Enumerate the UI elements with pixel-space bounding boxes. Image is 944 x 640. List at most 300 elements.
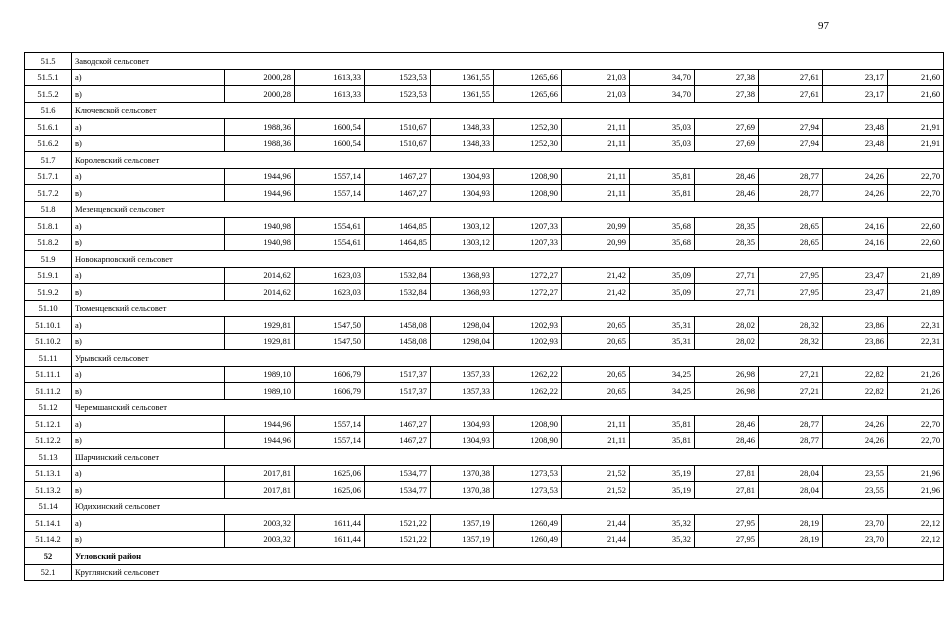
- value-cell: 1207,33: [494, 218, 562, 235]
- value-cell: 21,42: [562, 267, 630, 284]
- row-code: 51.7.1: [25, 168, 72, 185]
- value-cell: 21,91: [888, 135, 944, 152]
- value-cell: 1464,85: [365, 218, 431, 235]
- value-cell: 1202,93: [494, 333, 562, 350]
- value-cell: 1208,90: [494, 432, 562, 449]
- row-code: 51.6.1: [25, 119, 72, 136]
- value-cell: 35,03: [630, 135, 695, 152]
- value-cell: 21,44: [562, 515, 630, 532]
- value-cell: 1600,54: [295, 135, 365, 152]
- table-row: [25, 465, 944, 482]
- section-row: [25, 564, 944, 581]
- value-cell: 1262,22: [494, 366, 562, 383]
- row-label: в): [72, 86, 225, 103]
- row-code: 51.8.2: [25, 234, 72, 251]
- value-cell: 24,26: [823, 416, 888, 433]
- value-cell: 35,81: [630, 432, 695, 449]
- row-code: 52.1: [25, 564, 72, 581]
- row-code: 51.14.2: [25, 531, 72, 548]
- row-code: 51.5: [25, 53, 72, 70]
- value-cell: 2017,81: [225, 482, 295, 499]
- value-cell: 1989,10: [225, 383, 295, 400]
- value-cell: 28,32: [759, 333, 823, 350]
- value-cell: 28,77: [759, 432, 823, 449]
- value-cell: 1458,08: [365, 333, 431, 350]
- section-name: Шарчинский сельсовет: [72, 449, 944, 466]
- value-cell: 27,38: [695, 69, 759, 86]
- value-cell: 1929,81: [225, 317, 295, 334]
- value-cell: 21,03: [562, 69, 630, 86]
- value-cell: 2000,28: [225, 86, 295, 103]
- table-row: [25, 185, 944, 202]
- value-cell: 28,19: [759, 515, 823, 532]
- value-cell: 1944,96: [225, 432, 295, 449]
- value-cell: 22,70: [888, 185, 944, 202]
- value-cell: 21,60: [888, 69, 944, 86]
- value-cell: 1625,06: [295, 482, 365, 499]
- row-code: 51.12.2: [25, 432, 72, 449]
- value-cell: 21,03: [562, 86, 630, 103]
- section-name: Тюменцевский сельсовет: [72, 300, 944, 317]
- row-code: 51.13.2: [25, 482, 72, 499]
- row-label: в): [72, 482, 225, 499]
- section-name: Круглянский сельсовет: [72, 564, 944, 581]
- section-name: Мезенцевский сельсовет: [72, 201, 944, 218]
- value-cell: 27,69: [695, 119, 759, 136]
- row-code: 51.7.2: [25, 185, 72, 202]
- value-cell: 1273,53: [494, 465, 562, 482]
- value-cell: 21,96: [888, 482, 944, 499]
- value-cell: 23,55: [823, 465, 888, 482]
- table-row: [25, 515, 944, 532]
- value-cell: 1265,66: [494, 69, 562, 86]
- value-cell: 1304,93: [431, 432, 494, 449]
- section-row: [25, 449, 944, 466]
- value-cell: 35,32: [630, 515, 695, 532]
- value-cell: 22,60: [888, 218, 944, 235]
- value-cell: 34,70: [630, 86, 695, 103]
- value-cell: 23,86: [823, 317, 888, 334]
- section-row: [25, 498, 944, 515]
- value-cell: 35,19: [630, 465, 695, 482]
- value-cell: 22,31: [888, 333, 944, 350]
- row-label: а): [72, 119, 225, 136]
- value-cell: 23,70: [823, 531, 888, 548]
- value-cell: 1929,81: [225, 333, 295, 350]
- value-cell: 1208,90: [494, 185, 562, 202]
- value-cell: 1534,77: [365, 465, 431, 482]
- value-cell: 24,26: [823, 185, 888, 202]
- value-cell: 23,48: [823, 119, 888, 136]
- value-cell: 28,04: [759, 482, 823, 499]
- row-code: 51.8.1: [25, 218, 72, 235]
- value-cell: 23,48: [823, 135, 888, 152]
- value-cell: 2000,28: [225, 69, 295, 86]
- value-cell: 21,44: [562, 531, 630, 548]
- row-code: 51.9: [25, 251, 72, 268]
- value-cell: 1298,04: [431, 317, 494, 334]
- row-label: в): [72, 135, 225, 152]
- value-cell: 1554,61: [295, 234, 365, 251]
- value-cell: 27,61: [759, 69, 823, 86]
- value-cell: 2014,62: [225, 284, 295, 301]
- value-cell: 20,65: [562, 333, 630, 350]
- value-cell: 21,89: [888, 267, 944, 284]
- table-row: [25, 333, 944, 350]
- row-code: 51.6.2: [25, 135, 72, 152]
- value-cell: 27,71: [695, 284, 759, 301]
- row-label: в): [72, 284, 225, 301]
- value-cell: 1357,33: [431, 383, 494, 400]
- value-cell: 2003,32: [225, 531, 295, 548]
- value-cell: 21,26: [888, 383, 944, 400]
- row-code: 51.10.1: [25, 317, 72, 334]
- value-cell: 23,17: [823, 86, 888, 103]
- table-row: [25, 234, 944, 251]
- row-code: 51.10: [25, 300, 72, 317]
- value-cell: 27,95: [695, 515, 759, 532]
- table-row: [25, 531, 944, 548]
- value-cell: 28,04: [759, 465, 823, 482]
- row-code: 51.10.2: [25, 333, 72, 350]
- row-label: а): [72, 267, 225, 284]
- table-row: [25, 416, 944, 433]
- value-cell: 1532,84: [365, 267, 431, 284]
- value-cell: 1606,79: [295, 366, 365, 383]
- value-cell: 1944,96: [225, 416, 295, 433]
- value-cell: 28,02: [695, 317, 759, 334]
- row-label: в): [72, 185, 225, 202]
- value-cell: 23,17: [823, 69, 888, 86]
- row-code: 51.13: [25, 449, 72, 466]
- value-cell: 1557,14: [295, 416, 365, 433]
- value-cell: 1523,53: [365, 69, 431, 86]
- value-cell: 21,26: [888, 366, 944, 383]
- value-cell: 35,68: [630, 218, 695, 235]
- row-code: 51.6: [25, 102, 72, 119]
- value-cell: 1944,96: [225, 185, 295, 202]
- page-number: 97: [818, 20, 829, 32]
- value-cell: 1304,93: [431, 185, 494, 202]
- section-row: [25, 201, 944, 218]
- value-cell: 35,09: [630, 284, 695, 301]
- value-cell: 1625,06: [295, 465, 365, 482]
- section-row: [25, 53, 944, 70]
- value-cell: 1348,33: [431, 119, 494, 136]
- section-name: Заводской сельсовет: [72, 53, 944, 70]
- value-cell: 27,21: [759, 383, 823, 400]
- value-cell: 1521,22: [365, 515, 431, 532]
- value-cell: 21,52: [562, 482, 630, 499]
- value-cell: 1272,27: [494, 267, 562, 284]
- value-cell: 20,99: [562, 234, 630, 251]
- value-cell: 28,46: [695, 185, 759, 202]
- value-cell: 1554,61: [295, 218, 365, 235]
- value-cell: 22,60: [888, 234, 944, 251]
- value-cell: 2014,62: [225, 267, 295, 284]
- value-cell: 1606,79: [295, 383, 365, 400]
- row-code: 51.9.1: [25, 267, 72, 284]
- row-label: а): [72, 515, 225, 532]
- value-cell: 27,21: [759, 366, 823, 383]
- row-code: 51.5.1: [25, 69, 72, 86]
- value-cell: 22,70: [888, 432, 944, 449]
- row-label: а): [72, 168, 225, 185]
- value-cell: 1303,12: [431, 218, 494, 235]
- value-cell: 28,65: [759, 234, 823, 251]
- table-row: [25, 284, 944, 301]
- value-cell: 27,81: [695, 465, 759, 482]
- row-label: а): [72, 69, 225, 86]
- value-cell: 23,55: [823, 482, 888, 499]
- section-name: Урывский сельсовет: [72, 350, 944, 367]
- value-cell: 1611,44: [295, 515, 365, 532]
- section-name: Ключевской сельсовет: [72, 102, 944, 119]
- table-row: [25, 69, 944, 86]
- value-cell: 1517,37: [365, 366, 431, 383]
- row-code: 51.11.1: [25, 366, 72, 383]
- value-cell: 1252,30: [494, 119, 562, 136]
- value-cell: 35,81: [630, 416, 695, 433]
- row-label: а): [72, 465, 225, 482]
- value-cell: 28,46: [695, 168, 759, 185]
- value-cell: 21,42: [562, 284, 630, 301]
- value-cell: 1989,10: [225, 366, 295, 383]
- value-cell: 28,32: [759, 317, 823, 334]
- value-cell: 1988,36: [225, 119, 295, 136]
- value-cell: 1623,03: [295, 267, 365, 284]
- value-cell: 1523,53: [365, 86, 431, 103]
- row-code: 51.13.1: [25, 465, 72, 482]
- table-row: [25, 218, 944, 235]
- value-cell: 26,98: [695, 383, 759, 400]
- section-row: [25, 350, 944, 367]
- table-row: [25, 119, 944, 136]
- row-label: а): [72, 317, 225, 334]
- value-cell: 1357,33: [431, 366, 494, 383]
- value-cell: 27,81: [695, 482, 759, 499]
- value-cell: 1208,90: [494, 416, 562, 433]
- value-cell: 1265,66: [494, 86, 562, 103]
- value-cell: 2017,81: [225, 465, 295, 482]
- value-cell: 1534,77: [365, 482, 431, 499]
- row-code: 51.14: [25, 498, 72, 515]
- value-cell: 21,89: [888, 284, 944, 301]
- table-row: [25, 267, 944, 284]
- value-cell: 22,82: [823, 383, 888, 400]
- value-cell: 1260,49: [494, 531, 562, 548]
- value-cell: 1547,50: [295, 317, 365, 334]
- value-cell: 26,98: [695, 366, 759, 383]
- value-cell: 1368,93: [431, 267, 494, 284]
- row-code: 51.5.2: [25, 86, 72, 103]
- value-cell: 23,47: [823, 267, 888, 284]
- value-cell: 20,65: [562, 317, 630, 334]
- value-cell: 34,25: [630, 383, 695, 400]
- value-cell: 21,11: [562, 168, 630, 185]
- value-cell: 1361,55: [431, 86, 494, 103]
- row-code: 52: [25, 548, 72, 565]
- section-name: Черемшанский сельсовет: [72, 399, 944, 416]
- table-row: [25, 317, 944, 334]
- value-cell: 1298,04: [431, 333, 494, 350]
- value-cell: 23,47: [823, 284, 888, 301]
- value-cell: 1613,33: [295, 69, 365, 86]
- value-cell: 1357,19: [431, 531, 494, 548]
- value-cell: 28,46: [695, 416, 759, 433]
- value-cell: 35,31: [630, 333, 695, 350]
- section-name: Юдихинский сельсовет: [72, 498, 944, 515]
- value-cell: 1370,38: [431, 465, 494, 482]
- row-code: 51.7: [25, 152, 72, 169]
- value-cell: 24,16: [823, 234, 888, 251]
- value-cell: 1273,53: [494, 482, 562, 499]
- value-cell: 1613,33: [295, 86, 365, 103]
- value-cell: 35,03: [630, 119, 695, 136]
- row-code: 51.9.2: [25, 284, 72, 301]
- value-cell: 34,70: [630, 69, 695, 86]
- value-cell: 1532,84: [365, 284, 431, 301]
- value-cell: 20,65: [562, 366, 630, 383]
- table-row: [25, 168, 944, 185]
- section-name: Новокарповский сельсовет: [72, 251, 944, 268]
- value-cell: 1557,14: [295, 432, 365, 449]
- value-cell: 27,94: [759, 135, 823, 152]
- row-code: 51.8: [25, 201, 72, 218]
- value-cell: 1510,67: [365, 119, 431, 136]
- value-cell: 1464,85: [365, 234, 431, 251]
- value-cell: 28,02: [695, 333, 759, 350]
- value-cell: 35,32: [630, 531, 695, 548]
- section-row: [25, 300, 944, 317]
- value-cell: 35,19: [630, 482, 695, 499]
- value-cell: 1547,50: [295, 333, 365, 350]
- table-row: [25, 383, 944, 400]
- value-cell: 1368,93: [431, 284, 494, 301]
- row-code: 51.11: [25, 350, 72, 367]
- section-row: [25, 152, 944, 169]
- value-cell: 27,95: [695, 531, 759, 548]
- value-cell: 21,96: [888, 465, 944, 482]
- row-label: а): [72, 416, 225, 433]
- value-cell: 1202,93: [494, 317, 562, 334]
- value-cell: 35,09: [630, 267, 695, 284]
- section-row: [25, 399, 944, 416]
- section-name: Угловский район: [72, 548, 944, 565]
- value-cell: 27,69: [695, 135, 759, 152]
- value-cell: 1467,27: [365, 432, 431, 449]
- value-cell: 1361,55: [431, 69, 494, 86]
- value-cell: 1304,93: [431, 168, 494, 185]
- value-cell: 22,12: [888, 531, 944, 548]
- row-label: в): [72, 383, 225, 400]
- value-cell: 20,99: [562, 218, 630, 235]
- value-cell: 21,11: [562, 432, 630, 449]
- value-cell: 1208,90: [494, 168, 562, 185]
- value-cell: 21,52: [562, 465, 630, 482]
- value-cell: 27,71: [695, 267, 759, 284]
- value-cell: 1304,93: [431, 416, 494, 433]
- value-cell: 1207,33: [494, 234, 562, 251]
- value-cell: 24,26: [823, 432, 888, 449]
- value-cell: 28,77: [759, 185, 823, 202]
- value-cell: 28,77: [759, 168, 823, 185]
- value-cell: 22,31: [888, 317, 944, 334]
- value-cell: 28,77: [759, 416, 823, 433]
- value-cell: 28,19: [759, 531, 823, 548]
- row-label: а): [72, 218, 225, 235]
- value-cell: 1348,33: [431, 135, 494, 152]
- value-cell: 1357,19: [431, 515, 494, 532]
- value-cell: 24,26: [823, 168, 888, 185]
- value-cell: 21,11: [562, 135, 630, 152]
- value-cell: 1252,30: [494, 135, 562, 152]
- value-cell: 34,25: [630, 366, 695, 383]
- value-cell: 1467,27: [365, 416, 431, 433]
- value-cell: 28,35: [695, 234, 759, 251]
- value-cell: 1557,14: [295, 168, 365, 185]
- value-cell: 20,65: [562, 383, 630, 400]
- value-cell: 1467,27: [365, 185, 431, 202]
- value-cell: 27,38: [695, 86, 759, 103]
- table-row: [25, 432, 944, 449]
- table-row: [25, 135, 944, 152]
- value-cell: 21,91: [888, 119, 944, 136]
- value-cell: 28,65: [759, 218, 823, 235]
- row-code: 51.12: [25, 399, 72, 416]
- value-cell: 1521,22: [365, 531, 431, 548]
- value-cell: 27,95: [759, 267, 823, 284]
- value-cell: 1944,96: [225, 168, 295, 185]
- value-cell: 35,68: [630, 234, 695, 251]
- value-cell: 28,35: [695, 218, 759, 235]
- value-cell: 24,16: [823, 218, 888, 235]
- row-label: в): [72, 432, 225, 449]
- value-cell: 1260,49: [494, 515, 562, 532]
- value-cell: 1600,54: [295, 119, 365, 136]
- value-cell: 21,11: [562, 119, 630, 136]
- value-cell: 23,70: [823, 515, 888, 532]
- row-label: в): [72, 333, 225, 350]
- value-cell: 1370,38: [431, 482, 494, 499]
- value-cell: 22,70: [888, 168, 944, 185]
- row-label: в): [72, 531, 225, 548]
- value-cell: 21,60: [888, 86, 944, 103]
- value-cell: 22,82: [823, 366, 888, 383]
- value-cell: 35,81: [630, 168, 695, 185]
- value-cell: 1940,98: [225, 218, 295, 235]
- row-label: в): [72, 234, 225, 251]
- row-label: а): [72, 366, 225, 383]
- value-cell: 1517,37: [365, 383, 431, 400]
- value-cell: 27,94: [759, 119, 823, 136]
- value-cell: 1303,12: [431, 234, 494, 251]
- value-cell: 2003,32: [225, 515, 295, 532]
- value-cell: 1458,08: [365, 317, 431, 334]
- row-code: 51.14.1: [25, 515, 72, 532]
- section-row: [25, 548, 944, 565]
- value-cell: 1623,03: [295, 284, 365, 301]
- row-code: 51.12.1: [25, 416, 72, 433]
- value-cell: 35,31: [630, 317, 695, 334]
- section-row: [25, 102, 944, 119]
- value-cell: 28,46: [695, 432, 759, 449]
- value-cell: 1510,67: [365, 135, 431, 152]
- value-cell: 1262,22: [494, 383, 562, 400]
- value-cell: 21,11: [562, 416, 630, 433]
- value-cell: 21,11: [562, 185, 630, 202]
- row-code: 51.11.2: [25, 383, 72, 400]
